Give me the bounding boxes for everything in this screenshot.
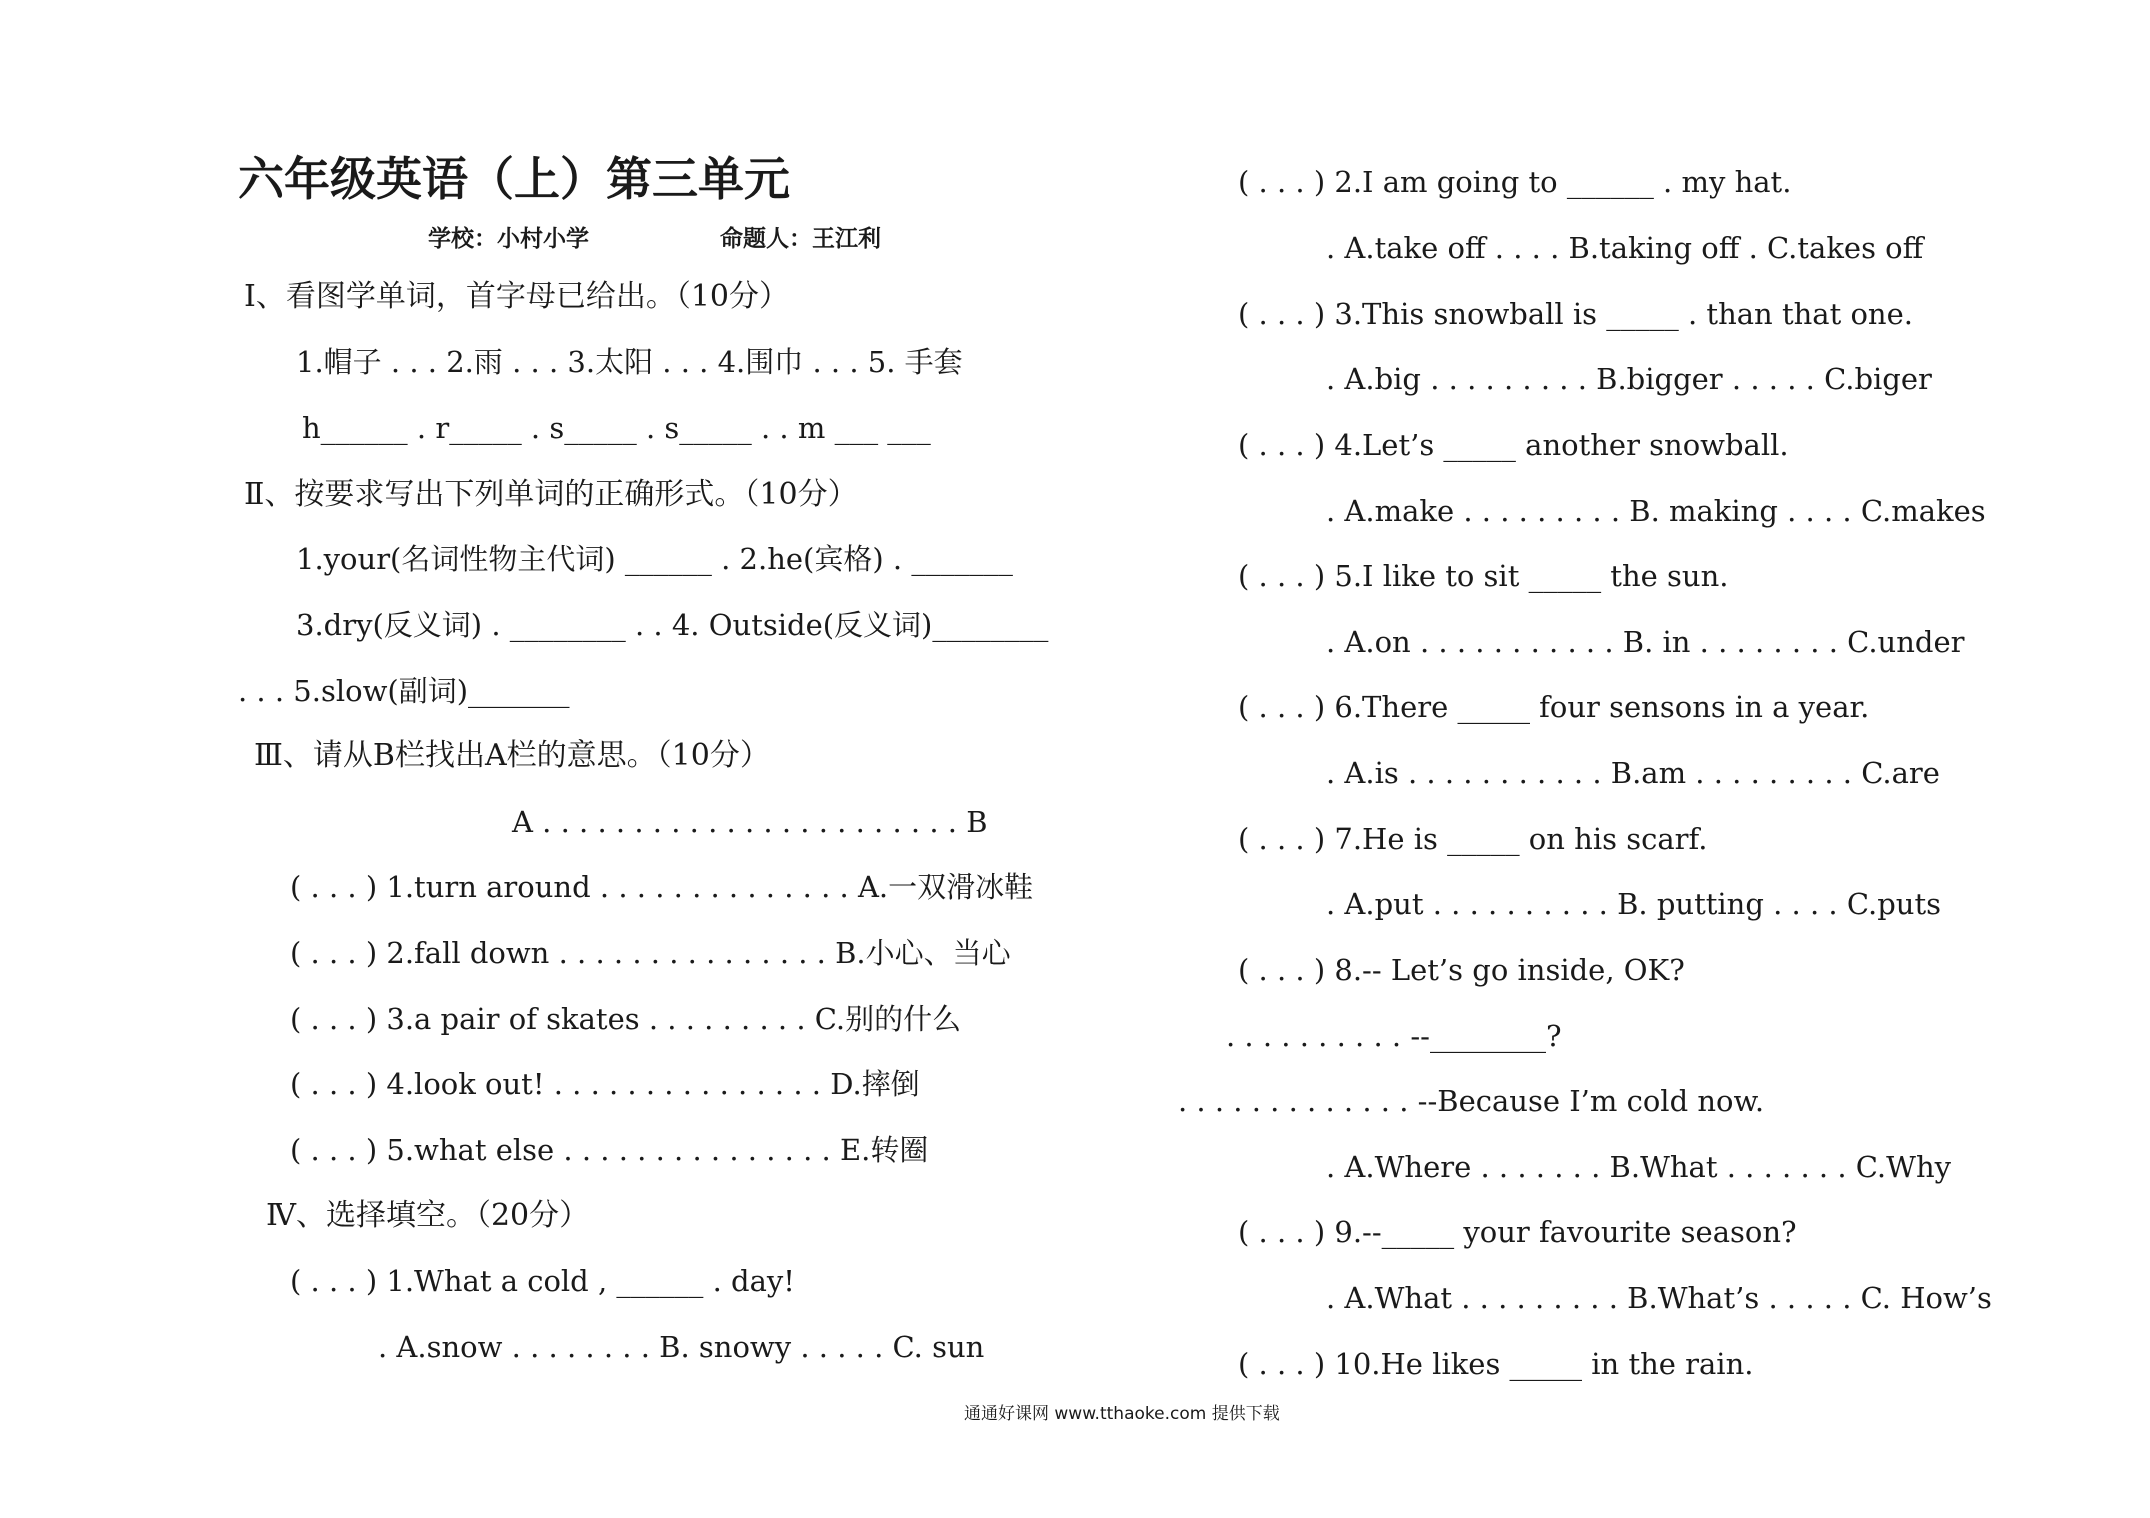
choice-question: ( . . . ) 8.-- Let’s go inside, OK? (1238, 953, 1685, 987)
choice-question: ( . . . ) 6.There _____ four sensons in a year. (1238, 690, 1870, 724)
choice-options: . A.is . . . . . . . . . . . B.am . . . . . . . . . C.are (1326, 756, 1940, 790)
matching-item: ( . . . ) 4.look out! . . . . . . . . . . . . . . . D.摔倒 (290, 1067, 920, 1101)
section1-blanks: h______ . r_____ . s_____ . s_____ . . m ___ ___ (302, 411, 931, 445)
section4-heading: Ⅳ、选择填空。（20分） (266, 1198, 590, 1233)
matching-item: ( . . . ) 5.what else . . . . . . . . . . . . . . . E.转圈 (290, 1133, 929, 1167)
section1-prompts: 1.帽子 . . . 2.雨 . . . 3.太阳 . . . 4.围巾 . . . 5. 手套 (296, 345, 963, 379)
choice-question: ( . . . ) 5.I like to sit _____ the sun. (1238, 559, 1729, 593)
choice-question: ( . . . ) 2.I am going to ______ . my hat. (1238, 165, 1792, 199)
page-title: 六年级英语（上）第三单元 (238, 152, 790, 206)
section2-line: . . . 5.slow(副词)_______ (238, 674, 570, 708)
dialogue-line: . . . . . . . . . . --________? (1226, 1019, 1562, 1053)
choice-options: . A.take off . . . . B.taking off . C.takes off (1326, 231, 1924, 265)
footer-credit: 通通好课网 www.tthaoke.com 提供下载 (964, 1404, 1280, 1424)
choice-options: . A.on . . . . . . . . . . . B. in . . . . . . . . C.under (1326, 625, 1965, 659)
choice-options: . A.put . . . . . . . . . . B. putting . . . . C.puts (1326, 887, 1942, 921)
matching-item: ( . . . ) 3.a pair of skates . . . . . . . . . C.别的什么 (290, 1002, 962, 1036)
choice-question: ( . . . ) 3.This snowball is _____ . than that one. (1238, 297, 1913, 331)
section3-heading: Ⅲ、请从B栏找出A栏的意思。（10分） (254, 738, 770, 773)
choice-question: ( . . . ) 1.What a cold , ______ . day! (290, 1264, 795, 1298)
choice-options: . A.make . . . . . . . . . B. making . . . . C.makes (1326, 494, 1986, 528)
choice-question: ( . . . ) 4.Let’s _____ another snowball. (1238, 428, 1789, 462)
matching-item: ( . . . ) 2.fall down . . . . . . . . . . . . . . . B.小心、当心 (290, 936, 1011, 970)
choice-question: ( . . . ) 10.He likes _____ in the rain. (1238, 1347, 1754, 1381)
choice-options: . A.big . . . . . . . . . B.bigger . . . . . C.biger (1326, 362, 1932, 396)
section2-heading: Ⅱ、按要求写出下列单词的正确形式。（10分） (244, 477, 858, 512)
choice-options: . A.Where . . . . . . . B.What . . . . . . . C.Why (1326, 1150, 1952, 1184)
choice-options: . A.snow . . . . . . . . B. snowy . . . . . C. sun (378, 1330, 985, 1364)
section1-heading: Ⅰ、看图学单词，首字母已给出。（10分） (244, 279, 790, 314)
choice-question: ( . . . ) 7.He is _____ on his scarf. (1238, 822, 1708, 856)
dialogue-line: . . . . . . . . . . . . . --Because I’m cold now. (1178, 1084, 1765, 1118)
matching-item: ( . . . ) 1.turn around . . . . . . . . . . . . . . A.一双滑冰鞋 (290, 870, 1034, 904)
choice-question: ( . . . ) 9.--_____ your favourite season? (1238, 1215, 1797, 1249)
section3-column-headers: A . . . . . . . . . . . . . . . . . . . . . . . B (512, 805, 988, 839)
section2-line: 3.dry(反义词) . ________ . . 4. Outside(反义词)________ (296, 608, 1049, 642)
author-label: 命题人：王江利 (720, 226, 881, 252)
section2-line: 1.your(名词性物主代词) ______ . 2.he(宾格) . _______ (296, 542, 1013, 576)
choice-options: . A.What . . . . . . . . . B.What’s . . . . . C. How’s (1326, 1281, 1992, 1315)
school-label: 学校：小村小学 (428, 226, 589, 252)
